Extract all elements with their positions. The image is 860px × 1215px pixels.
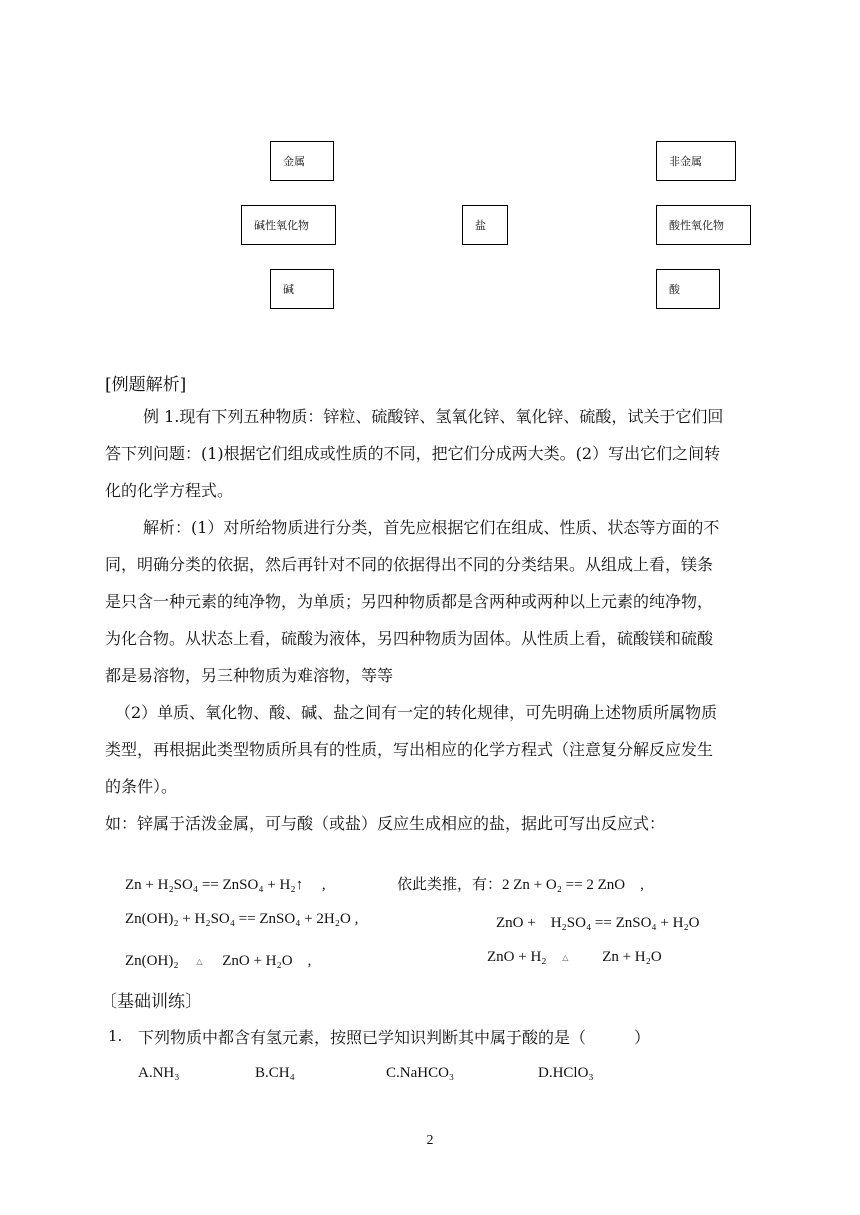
option-d: D.HClO₃ bbox=[538, 1065, 594, 1081]
base-box bbox=[270, 269, 334, 309]
equation-1-note: 依此类推，有：2 Zn + O₂ == 2 ZnO , bbox=[397, 877, 644, 893]
metal-box bbox=[270, 141, 334, 181]
analysis-line-7: 类型，再根据此类型物质所具有的性质，写出相应的化学方程式（注意复分解反应发生 bbox=[105, 740, 714, 759]
acid-label: 酸 bbox=[669, 283, 680, 296]
equation-4 bbox=[125, 949, 311, 970]
section-heading-examples: [例题解析] bbox=[105, 375, 187, 395]
basic-oxide-box bbox=[241, 205, 336, 245]
analysis-line-8: 的条件）。 bbox=[105, 777, 178, 796]
option-c: C.NaHCO₃ bbox=[386, 1065, 455, 1081]
metal-label: 金属 bbox=[283, 155, 305, 168]
analysis-line-5: 都是易溶物，另三种物质为难溶物，等等 bbox=[105, 666, 394, 685]
equation-2: Zn(OH)₂ + H₂SO₄ == ZnSO₄ + 2H₂O , bbox=[125, 911, 359, 927]
equation-4-left: Zn(OH)₂ bbox=[125, 953, 179, 969]
salt-label: 盐 bbox=[475, 219, 486, 232]
heat-symbol-icon: △ bbox=[562, 953, 569, 963]
acid-oxide-label: 酸性氧化物 bbox=[669, 219, 724, 232]
analysis-line-2: 同，明确分类的依据，然后再针对不同的依据得出不同的分类结果。从组成上看，镁条 bbox=[105, 555, 714, 574]
equation-5-left: ZnO + H₂ bbox=[487, 949, 547, 965]
nonmetal-box bbox=[656, 141, 736, 181]
heat-symbol-icon: △ bbox=[196, 957, 203, 967]
example-line-1: 例 1.现有下列五种物质：锌粒、硫酸锌、氢氧化锌、氧化锌、硫酸，试关于它们回 bbox=[143, 407, 724, 426]
basic-oxide-label: 碱性氧化物 bbox=[254, 219, 309, 232]
equation-4-right: ZnO + H₂O , bbox=[222, 953, 312, 969]
acid-oxide-box bbox=[656, 205, 751, 245]
base-label: 碱 bbox=[283, 283, 294, 296]
example-line-2: 答下列问题：(1)根据它们组成或性质的不同，把它们分成两大类。(2）写出它们之间转 bbox=[105, 444, 721, 463]
equation-3: ZnO + H₂SO₄ == ZnSO₄ + H₂O bbox=[496, 915, 700, 931]
question-text: 下列物质中都含有氢元素，按照已学知识判断其中属于酸的是（ ） bbox=[138, 1028, 651, 1047]
analysis-line-6: （2）单质、氧化物、酸、碱、盐之间有一定的转化规律，可先明确上述物质所属物质 bbox=[115, 703, 718, 722]
analysis-line-9: 如：锌属于活泼金属，可与酸（或盐）反应生成相应的盐，据此可写出反应式： bbox=[105, 814, 666, 833]
equation-1: Zn + H₂SO₄ == ZnSO₄ + H₂↑ , bbox=[125, 877, 326, 893]
analysis-line-3: 是只含一种元素的纯净物，为单质；另四种物质都是含两种或两种以上元素的纯净物， bbox=[105, 592, 714, 611]
option-b: B.CH₄ bbox=[255, 1065, 295, 1081]
example-line-3: 化的化学方程式。 bbox=[105, 481, 234, 500]
acid-box bbox=[656, 269, 720, 309]
analysis-line-4: 为化合物。从状态上看，硫酸为液体，另四种物质为固体。从性质上看，硫酸镁和硫酸 bbox=[105, 629, 714, 648]
section-heading-training: 〔基础训练〕 bbox=[100, 992, 202, 1012]
equation-5 bbox=[487, 949, 662, 966]
option-a: A.NH₃ bbox=[138, 1065, 180, 1081]
page-number: 2 bbox=[426, 1133, 434, 1148]
salt-box bbox=[462, 205, 508, 245]
analysis-line-1: 解析：(1）对所给物质进行分类，首先应根据它们在组成、性质、状态等方面的不 bbox=[143, 518, 720, 537]
equation-5-right: Zn + H₂O bbox=[602, 949, 662, 965]
question-number: 1. bbox=[108, 1027, 123, 1045]
nonmetal-label: 非金属 bbox=[669, 155, 702, 168]
